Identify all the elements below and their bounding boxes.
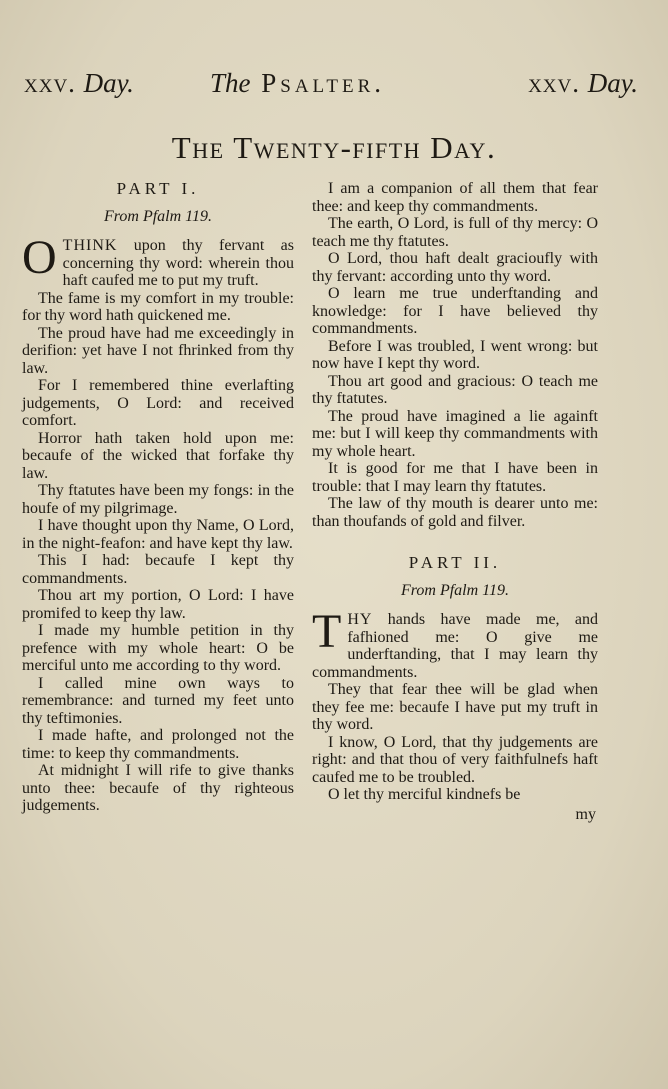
book-article: The	[210, 68, 251, 98]
verse: Thou art good and gracious: O teach me thy ftatutes.	[312, 372, 598, 407]
part-heading: PART I.	[116, 179, 200, 198]
part-heading: PART II.	[408, 553, 502, 572]
catchword: my	[575, 805, 596, 823]
running-head-right	[528, 68, 638, 99]
verse: This I had: becaufe I kept thy commandments.	[22, 552, 294, 587]
verse: THY hands have made me, and fafhioned me: O give me underftanding, that I may learn thy commandments.	[312, 605, 598, 681]
verse: I called mine own ways to remembrance: and turned my feet unto thy teftimonies.	[22, 674, 294, 727]
running-head-left	[24, 68, 134, 99]
verse: Before I was troubled, I went wrong: but now have I kept thy word.	[312, 337, 598, 372]
section-gap	[312, 530, 598, 554]
book-title: Psalter.	[261, 68, 386, 98]
right-column	[312, 180, 598, 823]
verse: O Lord, thou haft dealt gracioufly with thy fervant: according unto thy word.	[312, 250, 598, 285]
verse: O let thy merciful kindnefs be	[328, 786, 521, 803]
verse: OTHINK upon thy fervant as concerning thy word: wherein thou haft caufed me to put my truft.	[22, 231, 294, 289]
verse: They that fear thee will be glad when they fee me: becaufe I have put my truft in thy word.	[312, 681, 598, 733]
verse: At midnight I will rife to give thanks unto thee: becaufe of thy righteous judgements.	[22, 762, 294, 814]
verse: I know, O Lord, that thy judgements are right: and that thou of very faithfulnefs haft caufed me to be troubled.	[312, 733, 598, 786]
verse: Thou art my portion, O Lord: I have promifed to keep thy law.	[22, 587, 294, 622]
verse: Horror hath taken hold upon me: becaufe of the wicked that forfake thy law.	[22, 429, 294, 482]
verse: I made hafte, and prolonged not the time: to keep thy commandments.	[22, 727, 294, 762]
left-column	[22, 180, 294, 815]
verse: I have thought upon thy Name, O Lord, in the night-feafon: and have kept thy law.	[22, 517, 294, 552]
verse: O learn me true underftanding and knowledge: for I have believed thy commandments.	[312, 285, 598, 337]
verse: The law of thy mouth is dearer unto me: than thoufands of gold and filver.	[312, 495, 598, 530]
drop-capital: T	[312, 605, 342, 658]
verse: For I remembered thine everlafting judgements, O Lord: and received comfort.	[22, 377, 294, 429]
verse: I am a companion of all them that fear thee: and keep thy commandments.	[312, 180, 598, 215]
day-word-right: Day.	[587, 68, 638, 98]
page-title: The Twenty-fifth Day.	[171, 130, 497, 165]
verse: It is good for me that I have been in trouble: that I may learn thy ftatutes.	[312, 460, 598, 495]
day-number-right: xxv.	[528, 68, 580, 98]
verse: The fame is my comfort in my trouble: for thy word hath quickened me.	[22, 289, 294, 324]
day-number-left: xxv.	[24, 68, 76, 98]
verse: I made my humble petition in thy prefence with my whole heart: O be merciful unto me according to thy word.	[22, 622, 294, 674]
verse: Thy ftatutes have been my fongs: in the houfe of my pilgrimage.	[22, 482, 294, 517]
verse: The earth, O Lord, is full of thy mercy: O teach me thy ftatutes.	[312, 215, 598, 250]
day-word-left: Day.	[83, 68, 134, 98]
psalm-source: From Pfalm 119.	[104, 207, 212, 225]
verse: The proud have imagined a lie againft me: but I will keep thy commandments with my whole heart.	[312, 407, 598, 460]
drop-capital: O	[22, 231, 57, 284]
running-head-center	[210, 68, 385, 99]
psalm-source: From Pfalm 119.	[401, 581, 509, 599]
verse: The proud have had me exceedingly in derifion: yet have I not fhrinked from thy law.	[22, 324, 294, 377]
running-head	[24, 64, 638, 104]
